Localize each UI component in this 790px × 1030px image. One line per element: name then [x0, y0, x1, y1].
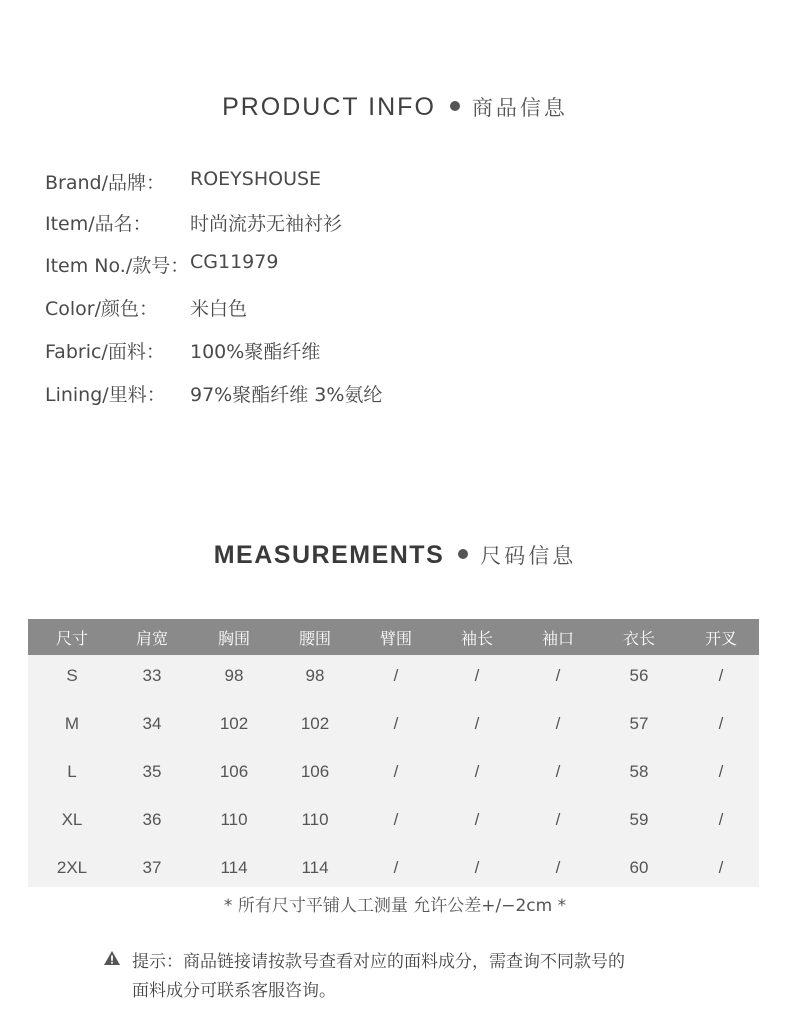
product-info-title-en: PRODUCT INFO — [222, 93, 436, 121]
table-cell: / — [555, 666, 561, 685]
bullet-dot-icon — [458, 549, 468, 559]
table-cell: 106 — [300, 762, 330, 781]
table-cell: 98 — [305, 666, 325, 685]
info-label: Item No./款号： — [45, 255, 190, 277]
table-cell: / — [474, 666, 480, 685]
table-cell: / — [393, 666, 399, 685]
column-header: 臂围 — [379, 629, 412, 648]
table-cell: / — [474, 714, 480, 733]
table-cell: / — [393, 858, 399, 877]
table-cell: M — [64, 714, 80, 733]
table-cell: / — [718, 858, 724, 877]
tip-text-line-2: 面料成分可联系客服咨询。 — [132, 981, 336, 1001]
column-header: 腰围 — [298, 629, 331, 648]
table-cell: / — [474, 762, 480, 781]
table-cell: 36 — [142, 810, 162, 829]
table-cell: 106 — [219, 762, 249, 781]
table-cell: 98 — [224, 666, 244, 685]
measurement-note: * 所有尺寸平铺人工测量 允许公差+/−2cm * — [223, 896, 567, 916]
column-header: 肩宽 — [135, 629, 168, 648]
table-cell: 37 — [142, 858, 162, 877]
product-info-title — [0, 92, 790, 122]
product-info-title-zh: 商品信息 — [471, 97, 568, 120]
info-value: 米白色 — [190, 298, 248, 320]
info-value: 100%聚酯纤维 — [190, 341, 321, 363]
size-table — [28, 619, 759, 887]
column-header: 衣长 — [622, 629, 655, 648]
table-cell: / — [474, 810, 480, 829]
table-cell: 110 — [220, 810, 248, 829]
measurements-title — [0, 540, 790, 570]
table-cell: 58 — [629, 762, 649, 781]
info-value: 时尚流苏无袖衬衫 — [190, 213, 343, 235]
table-cell: 57 — [629, 714, 649, 733]
info-value: ROEYSHOUSE — [190, 168, 322, 190]
table-cell: / — [393, 714, 399, 733]
table-cell: / — [555, 714, 561, 733]
info-value: 97%聚酯纤维 3%氨纶 — [190, 384, 383, 406]
table-cell: 59 — [629, 810, 649, 829]
table-cell: 102 — [300, 714, 330, 733]
table-cell: 114 — [220, 858, 248, 877]
column-header: 胸围 — [217, 629, 250, 648]
measurements-title-zh: 尺码信息 — [480, 545, 577, 568]
table-cell: 56 — [629, 666, 649, 685]
warning-icon — [103, 950, 121, 966]
table-cell: S — [66, 666, 78, 685]
measurements-title-en: MEASUREMENTS — [213, 541, 445, 569]
table-cell: 33 — [142, 666, 162, 685]
table-cell: 35 — [142, 762, 162, 781]
table-cell: XL — [61, 810, 83, 829]
info-label: Color/颜色： — [45, 298, 159, 320]
table-cell: 102 — [219, 714, 249, 733]
table-cell: 110 — [301, 810, 329, 829]
table-cell: / — [718, 810, 724, 829]
table-cell: / — [718, 762, 724, 781]
table-cell: 114 — [301, 858, 329, 877]
info-label: Item/品名： — [45, 213, 152, 235]
column-header: 袖口 — [541, 629, 574, 648]
table-cell: / — [718, 666, 724, 685]
size-table-header — [28, 619, 759, 655]
column-header: 开叉 — [704, 629, 737, 648]
bullet-dot-icon — [450, 101, 460, 111]
table-cell: / — [393, 762, 399, 781]
table-cell: 2XL — [56, 858, 88, 877]
info-label: Brand/品牌： — [45, 172, 165, 194]
column-header: 袖长 — [460, 629, 493, 648]
info-label: Lining/里料： — [45, 384, 166, 406]
table-cell: 60 — [629, 858, 649, 877]
info-value: CG11979 — [190, 251, 279, 273]
table-cell: / — [555, 858, 561, 877]
table-cell: L — [67, 762, 77, 781]
column-header: 尺寸 — [55, 629, 88, 648]
table-cell: / — [718, 714, 724, 733]
table-cell: 34 — [142, 714, 162, 733]
table-cell: / — [474, 858, 480, 877]
tip-text-line-1: 提示：商品链接请按款号查看对应的面料成分，需查询不同款号的 — [132, 952, 625, 972]
table-cell: / — [393, 810, 399, 829]
table-cell: / — [555, 810, 561, 829]
table-cell: / — [555, 762, 561, 781]
info-label: Fabric/面料： — [45, 341, 165, 363]
